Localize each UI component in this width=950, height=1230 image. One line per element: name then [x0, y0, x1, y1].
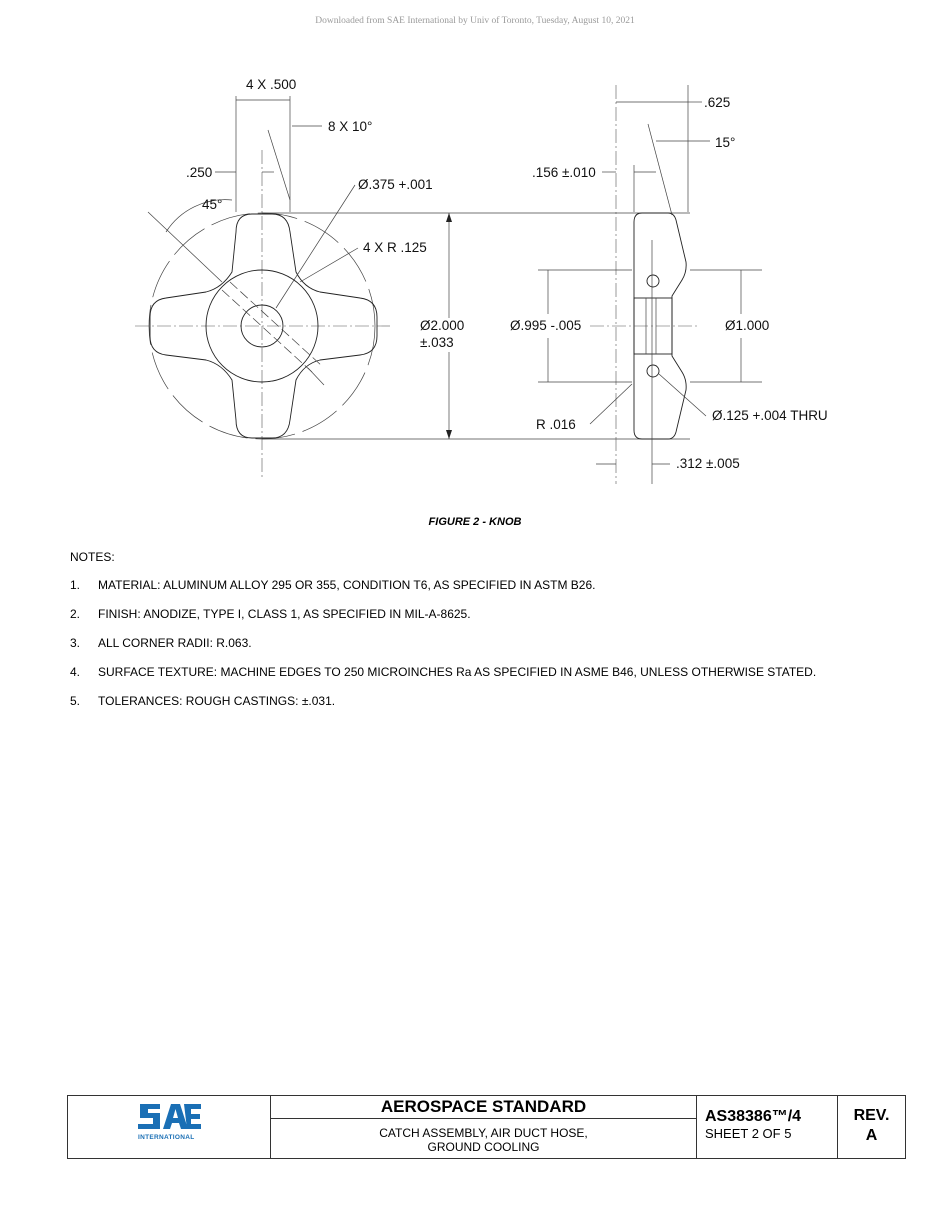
download-watermark: Downloaded from SAE International by Univ of Toronto, Tuesday, August 10, 2021 — [315, 16, 635, 26]
dim-dia2000: Ø2.000 — [420, 318, 465, 333]
section-line-a — [222, 290, 312, 372]
document-subtitle — [271, 1119, 696, 1158]
sae-logo-text: INTERNATIONAL — [138, 1134, 195, 1141]
dim-312: .312 ±.005 — [676, 456, 740, 471]
dim-45deg: 45° — [202, 197, 223, 212]
note-number: 4. — [70, 665, 81, 679]
note-item — [70, 578, 830, 592]
leader-375 — [276, 185, 355, 308]
leader-125 — [659, 374, 706, 416]
knob-drawing — [0, 0, 950, 500]
note-text: FINISH: ANODIZE, TYPE I, CLASS 1, AS SPECIFIED IN MIL-A-8625. — [98, 607, 471, 621]
note-number: 2. — [70, 607, 81, 621]
dim-dia125: Ø.125 +.004 THRU — [712, 408, 828, 423]
sae-logo-cell — [68, 1096, 271, 1158]
revision-cell — [838, 1096, 905, 1158]
dim-250: .250 — [186, 165, 213, 180]
cross-hole-top — [647, 275, 659, 287]
standard-heading: AEROSPACE STANDARD — [271, 1096, 696, 1119]
dim-156: .156 ±.010 — [532, 165, 596, 180]
note-text: ALL CORNER RADII: R.063. — [98, 636, 252, 650]
section-line-end — [308, 368, 324, 385]
note-number: 1. — [70, 578, 81, 592]
title-block — [67, 1095, 906, 1159]
note-number: 5. — [70, 694, 81, 708]
revision-label: REV. — [853, 1107, 890, 1124]
subtitle-line-2: GROUND COOLING — [427, 1140, 540, 1154]
leader-r125 — [300, 248, 358, 282]
dim-r016: R .016 — [536, 417, 576, 432]
note-text: TOLERANCES: ROUGH CASTINGS: ±.031. — [98, 694, 336, 708]
document-number-cell — [697, 1096, 838, 1158]
dim-4xr125: 4 X R .125 — [363, 240, 427, 255]
dim-8x10deg: 8 X 10° — [328, 119, 373, 134]
note-item — [70, 694, 830, 708]
dim-625: .625 — [704, 95, 731, 110]
document-number: AS38386™/4 — [705, 1108, 802, 1125]
title-cell — [271, 1096, 697, 1158]
dim-dia375: Ø.375 +.001 — [358, 177, 433, 192]
note-text: SURFACE TEXTURE: MACHINE EDGES TO 250 MICROINCHES Ra AS SPECIFIED IN ASME B46, UNLESS OTHERWISE STATED. — [98, 665, 817, 679]
note-item — [70, 665, 830, 679]
leader-r016 — [590, 384, 632, 424]
cross-hole-bottom — [647, 365, 659, 377]
sheet-number: SHEET 2 OF 5 — [705, 1126, 792, 1141]
dim-15deg: 15° — [715, 135, 736, 150]
sae-logo-icon — [68, 1096, 270, 1158]
notes-title: NOTES: — [70, 550, 115, 564]
subtitle-line-1: CATCH ASSEMBLY, AIR DUCT HOSE, — [379, 1126, 588, 1140]
notes-list — [70, 578, 830, 723]
revision-value: A — [865, 1127, 878, 1144]
draft-line-15 — [648, 124, 672, 215]
figure-caption: FIGURE 2 - KNOB — [428, 516, 522, 528]
angle-reference-line — [148, 212, 222, 282]
note-number: 3. — [70, 636, 81, 650]
dim-dia995: Ø.995 -.005 — [510, 318, 582, 333]
note-text: MATERIAL: ALUMINUM ALLOY 295 OR 355, CONDITION T6, AS SPECIFIED IN ASTM B26. — [98, 578, 596, 592]
front-view — [135, 96, 690, 480]
dim-dia1000: Ø1.000 — [725, 318, 770, 333]
note-item — [70, 607, 830, 621]
note-item — [70, 636, 830, 650]
arrow-2000-top — [446, 213, 452, 222]
draft-line — [268, 130, 290, 200]
dim-dia2000-tol: ±.033 — [420, 335, 454, 350]
dim-4x500: 4 X .500 — [246, 77, 297, 92]
arrow-2000-bottom — [446, 430, 452, 439]
